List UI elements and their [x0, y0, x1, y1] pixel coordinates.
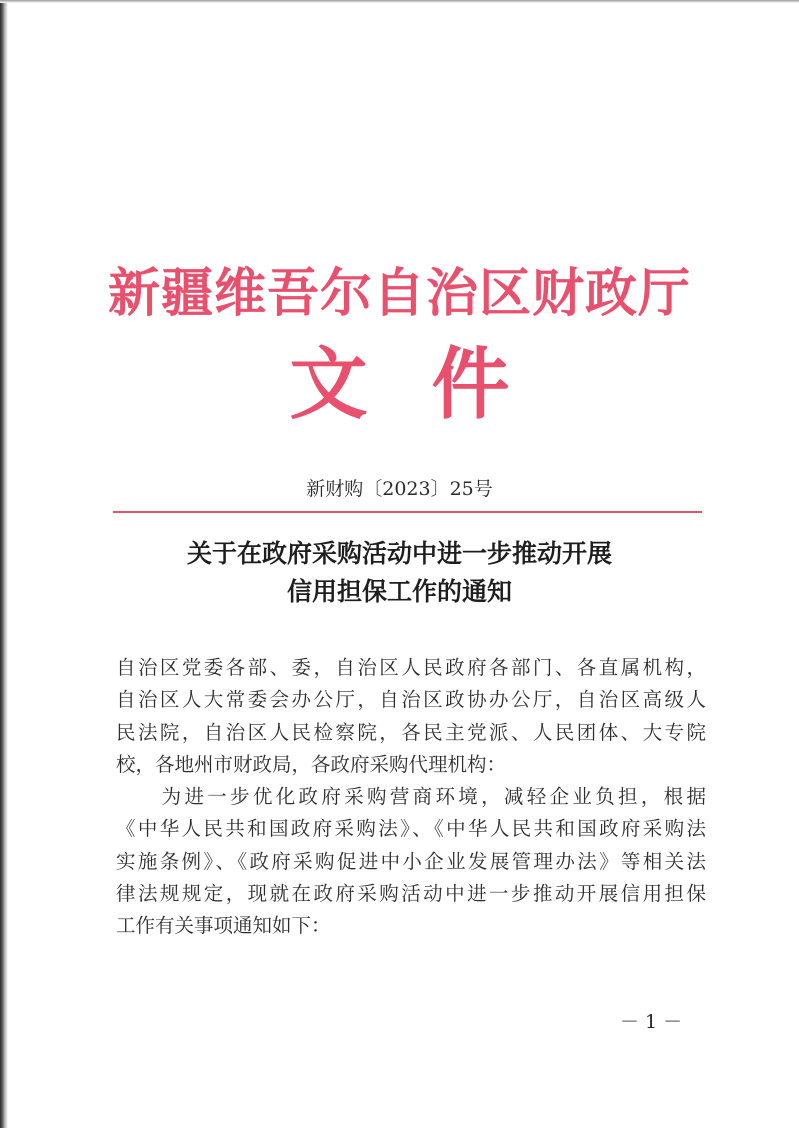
paragraph-line: 《中华人民共和国政府采购法》、《中华人民共和国政府采购法	[116, 817, 706, 841]
notice-title-line: 关于在政府采购活动中进一步推动开展	[186, 539, 612, 568]
paragraph-line: 工作有关事项通知如下：	[116, 914, 331, 938]
paragraph-line: 律法规规定，现就在政府采购活动中进一步推动开展信用担保	[116, 882, 706, 906]
recipients-line: 校，各地州市财政局，各政府采购代理机构：	[116, 752, 507, 776]
page-number: － 1 －	[620, 1011, 683, 1033]
paragraph-line: 为进一步优化政府采购营商环境，减轻企业负担，根据	[116, 785, 706, 809]
recipients-line: 自治区党委各部、委，自治区人民政府各部门、各直属机构，	[116, 656, 706, 679]
document-type-heading: 文件	[289, 339, 574, 430]
body-text	[116, 652, 706, 943]
notice-title-line: 信用担保工作的通知	[286, 577, 512, 606]
notice-title	[0, 535, 799, 611]
red-divider-line	[113, 511, 702, 513]
document-number: 新财购〔2023〕25号	[306, 478, 493, 500]
recipients-line: 民法院，自治区人民检察院，各民主党派、人民团体、大专院	[116, 720, 706, 744]
scan-edge-top	[0, 0, 799, 3]
paragraph-line: 实施条例》、《政府采购促进中小企业发展管理办法》等相关法	[116, 849, 706, 873]
agency-title: 新疆维吾尔自治区财政厅	[107, 263, 691, 324]
recipients-line: 自治区人大常委会办公厅，自治区政协办公厅，自治区高级人	[116, 688, 706, 712]
